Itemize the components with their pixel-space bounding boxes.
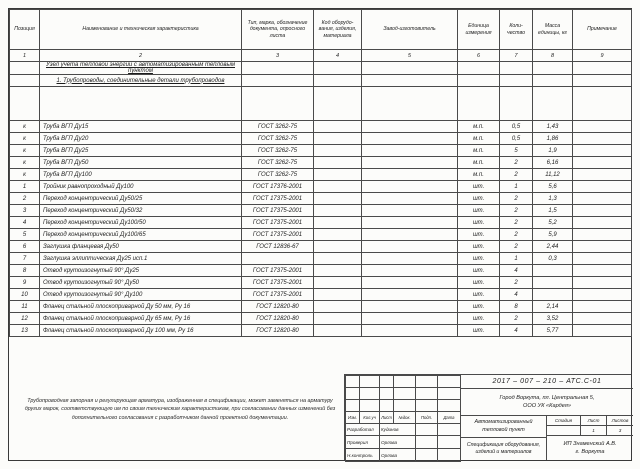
cell-unit: шт. [458,277,500,289]
sheet-value: 1 [581,426,607,435]
cell-code [314,193,362,205]
replacement-note: Трубопроводная запорная и регулирующая арматура, изображенная в спецификации, может заменяться на арматуру других марок, соответствующую им по своим техническим характеристикам, при согласовании данных изменений без дополнительного согласования с разработчиком данной проектной документации. [24,398,336,421]
cell-type: ГОСТ 17375-2001 [242,289,314,301]
cell-code [314,157,362,169]
cell-code [314,217,362,229]
cell-qty: 5 [500,145,533,157]
cell-note [573,169,632,181]
cell-code [314,181,362,193]
stage-header: Стадия [547,416,581,425]
cell-unit: шт. [458,193,500,205]
revision-row [346,388,461,400]
cell-mass [533,289,573,301]
cell-name: Переход концентрический Ду50/25 [40,193,242,205]
cell-mass: 1,5 [533,205,573,217]
cell-code [314,241,362,253]
col-number: 7 [500,50,533,62]
sign-date [438,424,461,436]
cell-unit: м.п. [458,121,500,133]
cell-unit: шт. [458,229,500,241]
cell-position: к [10,121,40,133]
revision-header-row [346,412,461,424]
cell-code [314,265,362,277]
cell-note [573,241,632,253]
sign-row [346,449,461,462]
sign-signature [416,424,438,436]
cell-position: 8 [10,265,40,277]
table-row [10,217,632,229]
cell-manufacturer [362,325,458,337]
table-row [10,325,632,337]
table-row [10,241,632,253]
col-koluch: Кол.уч [360,412,380,424]
cell-qty: 2 [500,157,533,169]
cell-position: к [10,133,40,145]
column-numbers-row [10,50,632,62]
cell-mass: 2,44 [533,241,573,253]
table-row [10,277,632,289]
cell-type: ГОСТ 17375-2001 [242,229,314,241]
cell-name: Переход концентрический Ду50/32 [40,205,242,217]
cell-code [314,205,362,217]
cell-note [573,157,632,169]
sign-role: Разработал [346,424,380,436]
cell-manufacturer [362,229,458,241]
stage-value [547,426,581,435]
cell-qty: 0,5 [500,133,533,145]
document-name: Спецификация оборудования, изделий и материалов [466,442,541,455]
cell-manufacturer [362,133,458,145]
table-row [10,145,632,157]
col-number: 2 [40,50,242,62]
header-unit: Единица измерения [458,10,500,50]
section-row-1 [10,62,632,75]
table-row [10,157,632,169]
cell-mass [533,277,573,289]
cell-position: 4 [10,217,40,229]
cell-manufacturer [362,193,458,205]
section-row-2 [10,75,632,87]
cell-position: 3 [10,205,40,217]
cell-name: Фланец стальной плоскоприварной Ду 50 мм, Ру 16 [40,301,242,313]
cell-type: ГОСТ 12836-67 [242,241,314,253]
cell-name: Труба ВГП Ду100 [40,169,242,181]
col-podp: Подп. [416,412,438,424]
cell-note [573,121,632,133]
sign-signature [416,436,438,449]
cell-code [314,313,362,325]
table-row [10,133,632,145]
cell-manufacturer [362,121,458,133]
cell-name: Отвод крутоизогнутый 90° Ду25 [40,265,242,277]
sign-signature [416,449,438,462]
cell-name: Тройник равнопроходный Ду100 [40,181,242,193]
cell-qty: 2 [500,277,533,289]
col-number: 3 [242,50,314,62]
cell-qty: 2 [500,205,533,217]
table-row [10,301,632,313]
cell-code [314,133,362,145]
cell-mass: 0,3 [533,253,573,265]
table-row [10,193,632,205]
cell-note [573,205,632,217]
cell-position: 2 [10,193,40,205]
cell-note [573,181,632,193]
cell-name: Труба ВГП Ду15 [40,121,242,133]
cell-type: ГОСТ 17375-2001 [242,193,314,205]
cell-code [314,325,362,337]
cell-unit: шт. [458,313,500,325]
cell-unit: м.п. [458,145,500,157]
cell-manufacturer [362,313,458,325]
cell-mass [533,265,573,277]
table-row [10,121,632,133]
col-list: Лист [380,412,394,424]
sign-name: Орлова [380,449,416,462]
col-number: 6 [458,50,500,62]
table-row [10,169,632,181]
cell-position: к [10,145,40,157]
table-row [10,229,632,241]
cell-position: 11 [10,301,40,313]
cell-unit: шт. [458,181,500,193]
header-manufacturer: Завод-изготовитель [362,10,458,50]
col-number: 9 [573,50,632,62]
cell-manufacturer [362,265,458,277]
cell-manufacturer [362,217,458,229]
cell-mass: 5,77 [533,325,573,337]
header-type: Тип, марка, обозначение документа, опросного листа [242,10,314,50]
organization-name: ООО УК «Кардея» [523,403,571,409]
designer-city: г. Воркута [575,449,605,455]
cell-note [573,193,632,205]
cell-position: 6 [10,241,40,253]
cell-manufacturer [362,277,458,289]
cell-manufacturer [362,205,458,217]
title-block-revision-table [345,375,461,462]
table-row [10,289,632,301]
cell-type: ГОСТ 12820-80 [242,313,314,325]
spacer-row [10,87,632,121]
cell-manufacturer [362,289,458,301]
cell-unit: шт. [458,289,500,301]
cell-name: Фланец стальной плоскоприварной Ду 65 мм, Ру 16 [40,313,242,325]
cell-name: Труба ВГП Ду20 [40,133,242,145]
sign-date [438,436,461,449]
cell-code [314,301,362,313]
table-row [10,181,632,193]
cell-manufacturer [362,181,458,193]
title-block-main [461,375,633,460]
cell-unit: шт. [458,253,500,265]
cell-name: Отвод крутоизогнутый 90° Ду100 [40,289,242,301]
revision-row [346,376,461,388]
cell-type: ГОСТ 17375-2001 [242,217,314,229]
table-row [10,265,632,277]
cell-qty: 0,5 [500,121,533,133]
cell-manufacturer [362,145,458,157]
cell-type: ГОСТ 3262-75 [242,145,314,157]
cell-mass: 2,14 [533,301,573,313]
cell-name: Переход концентрический Ду100/50 [40,217,242,229]
sign-row [346,424,461,436]
cell-position: 10 [10,289,40,301]
stage-header-row [547,416,633,426]
cell-code [314,289,362,301]
cell-mass: 1,43 [533,121,573,133]
cell-position: 7 [10,253,40,265]
cell-note [573,313,632,325]
cell-qty: 4 [500,265,533,277]
header-note: Примечание [573,10,632,50]
revision-row [346,400,461,412]
cell-mass: 1,3 [533,193,573,205]
sign-role: Проверил [346,436,380,449]
cell-unit: шт. [458,301,500,313]
cell-type: ГОСТ 3262-75 [242,169,314,181]
cell-qty: 2 [500,169,533,181]
col-number: 4 [314,50,362,62]
document-code: 2017 – 007 – 210 – АТС.С-01 [461,375,633,389]
cell-mass: 3,52 [533,313,573,325]
cell-manufacturer [362,157,458,169]
object-name: Автоматизированный тепловой пункт [461,416,546,438]
sign-row [346,436,461,449]
cell-qty: 2 [500,241,533,253]
cell-note [573,301,632,313]
cell-qty: 8 [500,301,533,313]
cell-note [573,229,632,241]
organization-address: Город Воркута, пл. Центральная 5, [499,394,595,401]
cell-unit: шт. [458,265,500,277]
cell-type: ГОСТ 3262-75 [242,157,314,169]
cell-name: Фланец стальной плоскоприварной Ду 100 мм, Ру 16 [40,325,242,337]
cell-position: 13 [10,325,40,337]
col-number: 1 [10,50,40,62]
sign-date [438,449,461,462]
col-number: 8 [533,50,573,62]
cell-type: ГОСТ 17375-2001 [242,205,314,217]
cell-type [242,253,314,265]
col-ndok: №док. [394,412,416,424]
cell-name: Переход концентрический Ду100/65 [40,229,242,241]
cell-unit: м.п. [458,157,500,169]
cell-qty: 2 [500,229,533,241]
cell-name: Заглушка фланцевая Ду50 [40,241,242,253]
cell-type: ГОСТ 3262-75 [242,121,314,133]
cell-note [573,253,632,265]
sheets-header: Листов [611,418,629,423]
cell-name: Заглушка эллиптическая Ду25 исп.1 [40,253,242,265]
cell-type: ГОСТ 12820-80 [242,301,314,313]
cell-manufacturer [362,241,458,253]
sign-role: Н.контроль [346,449,380,462]
cell-manufacturer [362,301,458,313]
cell-mass: 5,9 [533,229,573,241]
cell-manufacturer [362,253,458,265]
cell-type: ГОСТ 3262-75 [242,133,314,145]
header-qty: Коли- чество [500,10,533,50]
cell-position: к [10,169,40,181]
stage-values-row [547,426,633,436]
section-title-2: 1. Трубопроводы, соединительные детали трубопроводов [40,75,242,87]
header-code: Код оборудо- вания, изделия, материала [314,10,362,50]
table-row [10,205,632,217]
col-number: 5 [362,50,458,62]
cell-mass: 11,12 [533,169,573,181]
header-mass: Масса единицы, кг [533,10,573,50]
table-row [10,253,632,265]
cell-unit: шт. [458,205,500,217]
cell-position: 1 [10,181,40,193]
cell-unit: м.п. [458,169,500,181]
cell-code [314,145,362,157]
cell-unit: м.п. [458,133,500,145]
cell-mass: 1,9 [533,145,573,157]
cell-mass: 1,86 [533,133,573,145]
cell-note [573,133,632,145]
cell-code [314,253,362,265]
sign-name: Кудинов [380,424,416,436]
cell-note [573,325,632,337]
section-title-1: Узел учета тепловой энергии с автоматизированным тепловым пунктом [40,62,242,75]
cell-type: ГОСТ 17375-2001 [242,277,314,289]
cell-type: ГОСТ 12820-80 [242,325,314,337]
cell-unit: шт. [458,241,500,253]
header-pos: Позиция [10,10,40,50]
cell-mass: 5,2 [533,217,573,229]
table-row [10,313,632,325]
sheets-value: 3 [618,428,622,433]
cell-unit: шт. [458,217,500,229]
cell-name: Труба ВГП Ду50 [40,157,242,169]
cell-code [314,229,362,241]
designer-block [547,436,633,460]
cell-code [314,169,362,181]
cell-code [314,121,362,133]
cell-position: 12 [10,313,40,325]
cell-note [573,265,632,277]
cell-type: ГОСТ 17375-2001 [242,265,314,277]
cell-unit: шт. [458,325,500,337]
cell-code [314,277,362,289]
header-row [10,10,632,50]
cell-note [573,277,632,289]
cell-mass: 6,16 [533,157,573,169]
cell-note [573,145,632,157]
cell-qty: 1 [500,253,533,265]
organization-block [461,389,633,416]
cell-position: к [10,157,40,169]
col-izm: Изм. [346,412,360,424]
cell-qty: 2 [500,217,533,229]
cell-mass: 5,6 [533,181,573,193]
cell-qty: 4 [500,325,533,337]
header-name: Наименование и техническая характеристика [40,10,242,50]
cell-qty: 1 [500,181,533,193]
cell-note [573,217,632,229]
cell-position: 9 [10,277,40,289]
cell-position: 5 [10,229,40,241]
cell-qty: 2 [500,193,533,205]
sign-name: Орлова [380,436,416,449]
cell-name: Отвод крутоизогнутый 90° Ду50 [40,277,242,289]
title-block [344,374,631,460]
col-data: Дата [438,412,461,424]
drawing-frame [8,8,632,461]
cell-name: Труба ВГП Ду25 [40,145,242,157]
designer-name: ИП Знаменский А.В. [563,440,617,447]
cell-manufacturer [362,169,458,181]
cell-note [573,289,632,301]
spec-table [9,9,632,337]
sheet-header: Лист [581,416,607,425]
cell-qty: 2 [500,313,533,325]
cell-qty: 4 [500,289,533,301]
cell-type: ГОСТ 17376-2001 [242,181,314,193]
